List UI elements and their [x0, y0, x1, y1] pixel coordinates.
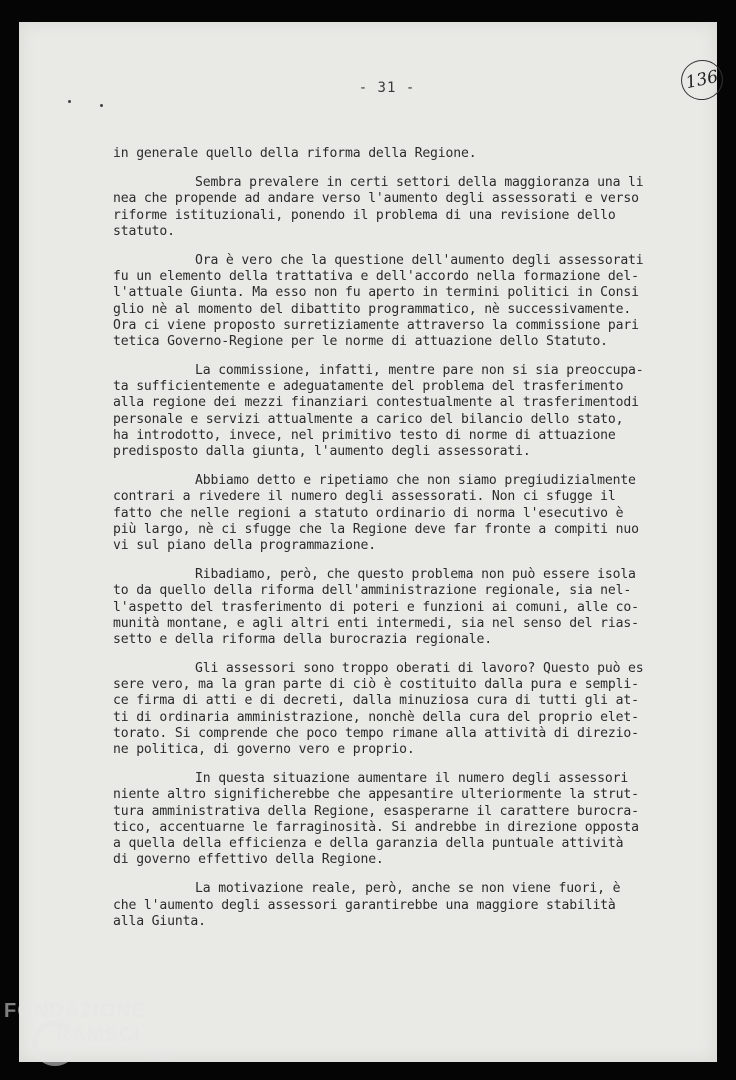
paragraph-gap [113, 758, 683, 771]
text-line: setto e della riforma della burocrazia regionale. [113, 631, 492, 647]
body-text [113, 146, 683, 930]
paragraph-gap [113, 162, 683, 175]
paragraph [113, 363, 683, 460]
paragraph [113, 881, 683, 930]
text-line: In questa situazione aumentare il numero degli assessori [195, 771, 629, 787]
text-line: a quella della efficienza e della garanzia della puntuale attività [113, 835, 624, 851]
paragraph-gap [113, 648, 683, 661]
paragraph-gap [113, 240, 683, 253]
text-line: riforme istituzionali, ponendo il problema di una revisione dello [113, 207, 616, 223]
text-line: l'attuale Giunta. Ma esso non fu aperto in termini politici in Consi [113, 285, 639, 301]
paragraph [113, 771, 683, 868]
text-line: in generale quello della riforma della Regione. [113, 146, 477, 161]
watermark-line3: onlus [148, 1052, 170, 1062]
text-line: glio nè al momento del dibattito programmatico, nè successivamente. [113, 301, 632, 317]
paragraph [113, 567, 683, 648]
text-line: contrari a rivedere il numero degli assessorati. Non ci sfugge il [113, 489, 616, 505]
paragraph-gap [113, 868, 683, 881]
page-number: - 31 - [358, 80, 416, 96]
paragraph-gap [113, 460, 683, 473]
text-line: Gli assessori sono troppo oberati di lavoro? Questo può es [195, 661, 644, 677]
text-line: sere vero, ma la gran parte di ciò è costituito dalla pura e sempli- [113, 677, 639, 693]
watermark-line1: FONDAZIONE [4, 1000, 147, 1022]
text-line: fatto che nelle regioni a statuto ordinario di norma l'esecutivo è [113, 505, 624, 521]
text-line: Ribadiamo, però, che questo problema non può essere isola [195, 567, 636, 583]
ink-dot [68, 100, 71, 103]
text-line: La commissione, infatti, mentre pare non si sia preoccupa- [195, 363, 644, 379]
text-line: fu un elemento della trattativa e dell'accordo nella formazione del- [113, 269, 639, 285]
text-line: che l'aumento degli assessori garantirebbe una maggiore stabilità [113, 897, 616, 913]
text-line: l'aspetto del trasferimento di poteri e funzioni ai comuni, alle co- [113, 599, 639, 615]
text-line: alla Giunta. [113, 913, 206, 929]
paragraph [113, 473, 683, 554]
text-line: ce firma di atti e di decreti, dalla minuziosa cura di tutti gli at- [113, 693, 639, 709]
text-line: to da quello della riforma dell'amministrazione regionale, sia nel- [113, 583, 632, 599]
paragraph [113, 175, 683, 240]
archive-stamp: 136 [677, 56, 726, 104]
text-line: tura amministrativa della Regione, esasperarne il carattere burocra- [113, 803, 639, 819]
text-line: nea che propende ad andare verso l'aumento degli assessorati e verso [113, 191, 639, 207]
ink-dot [100, 104, 103, 107]
text-line: statuto. [113, 223, 175, 239]
text-line: alla regione dei mezzi finanziari contestualmente al trasferimentodi [113, 395, 639, 411]
text-line: ha introdotto, invece, nel primitivo testo di norme di attuazione [113, 427, 616, 443]
paragraph [113, 253, 683, 350]
text-line: personale e servizi attualmente a carico del bilancio dello stato, [113, 411, 624, 427]
text-line: Ora è vero che la questione dell'aumento degli assessorati [195, 252, 644, 268]
text-line: predisposto dalla giunta, l'aumento degli assessorati. [113, 444, 531, 459]
text-line: tico, accentuarne le farraginosità. Si andrebbe in direzione opposta [113, 819, 639, 835]
paragraph [113, 661, 683, 758]
text-line: Sembra prevalere in certi settori della maggioranza una li [195, 175, 644, 191]
text-line: vi sul piano della programmazione. [113, 537, 376, 553]
text-line: Abbiamo detto e ripetiamo che non siamo pregiudizialmente [195, 473, 636, 489]
watermark-line2: RAMSCI [56, 1024, 141, 1046]
text-line: Ora ci viene proposto surretiziamente attraverso la commissione pari [113, 317, 639, 333]
text-line: più largo, nè ci sfugge che la Regione deve far fronte a compiti nuo [113, 521, 639, 537]
document-page [19, 22, 720, 1062]
text-line: niente altro significherebbe che appesantire ulteriormente la strut- [113, 787, 639, 803]
text-line: tetica Governo-Regione per le norme di attuazione dello Statuto. [113, 333, 608, 349]
paragraph-gap [113, 350, 683, 363]
text-line: La motivazione reale, però, anche se non viene fuori, è [195, 881, 621, 897]
text-line: ti di ordinaria amministrazione, nonchè della cura del proprio elet- [113, 709, 639, 725]
paragraph [113, 146, 683, 162]
paragraph-gap [113, 554, 683, 567]
text-line: ne politica, di governo vero e proprio. [113, 742, 415, 757]
text-line: munità montane, e agli altri enti intermedi, sia nel senso del rias- [113, 615, 639, 631]
text-line: di governo effettivo della Regione. [113, 852, 384, 868]
text-line: torato. Si comprende che poco tempo rimane alla attività di direzio- [113, 725, 639, 741]
text-line: ta sufficientemente e adeguatamente del problema del trasferimento [113, 379, 624, 395]
fondazione-gramsci-watermark [4, 1000, 204, 1080]
